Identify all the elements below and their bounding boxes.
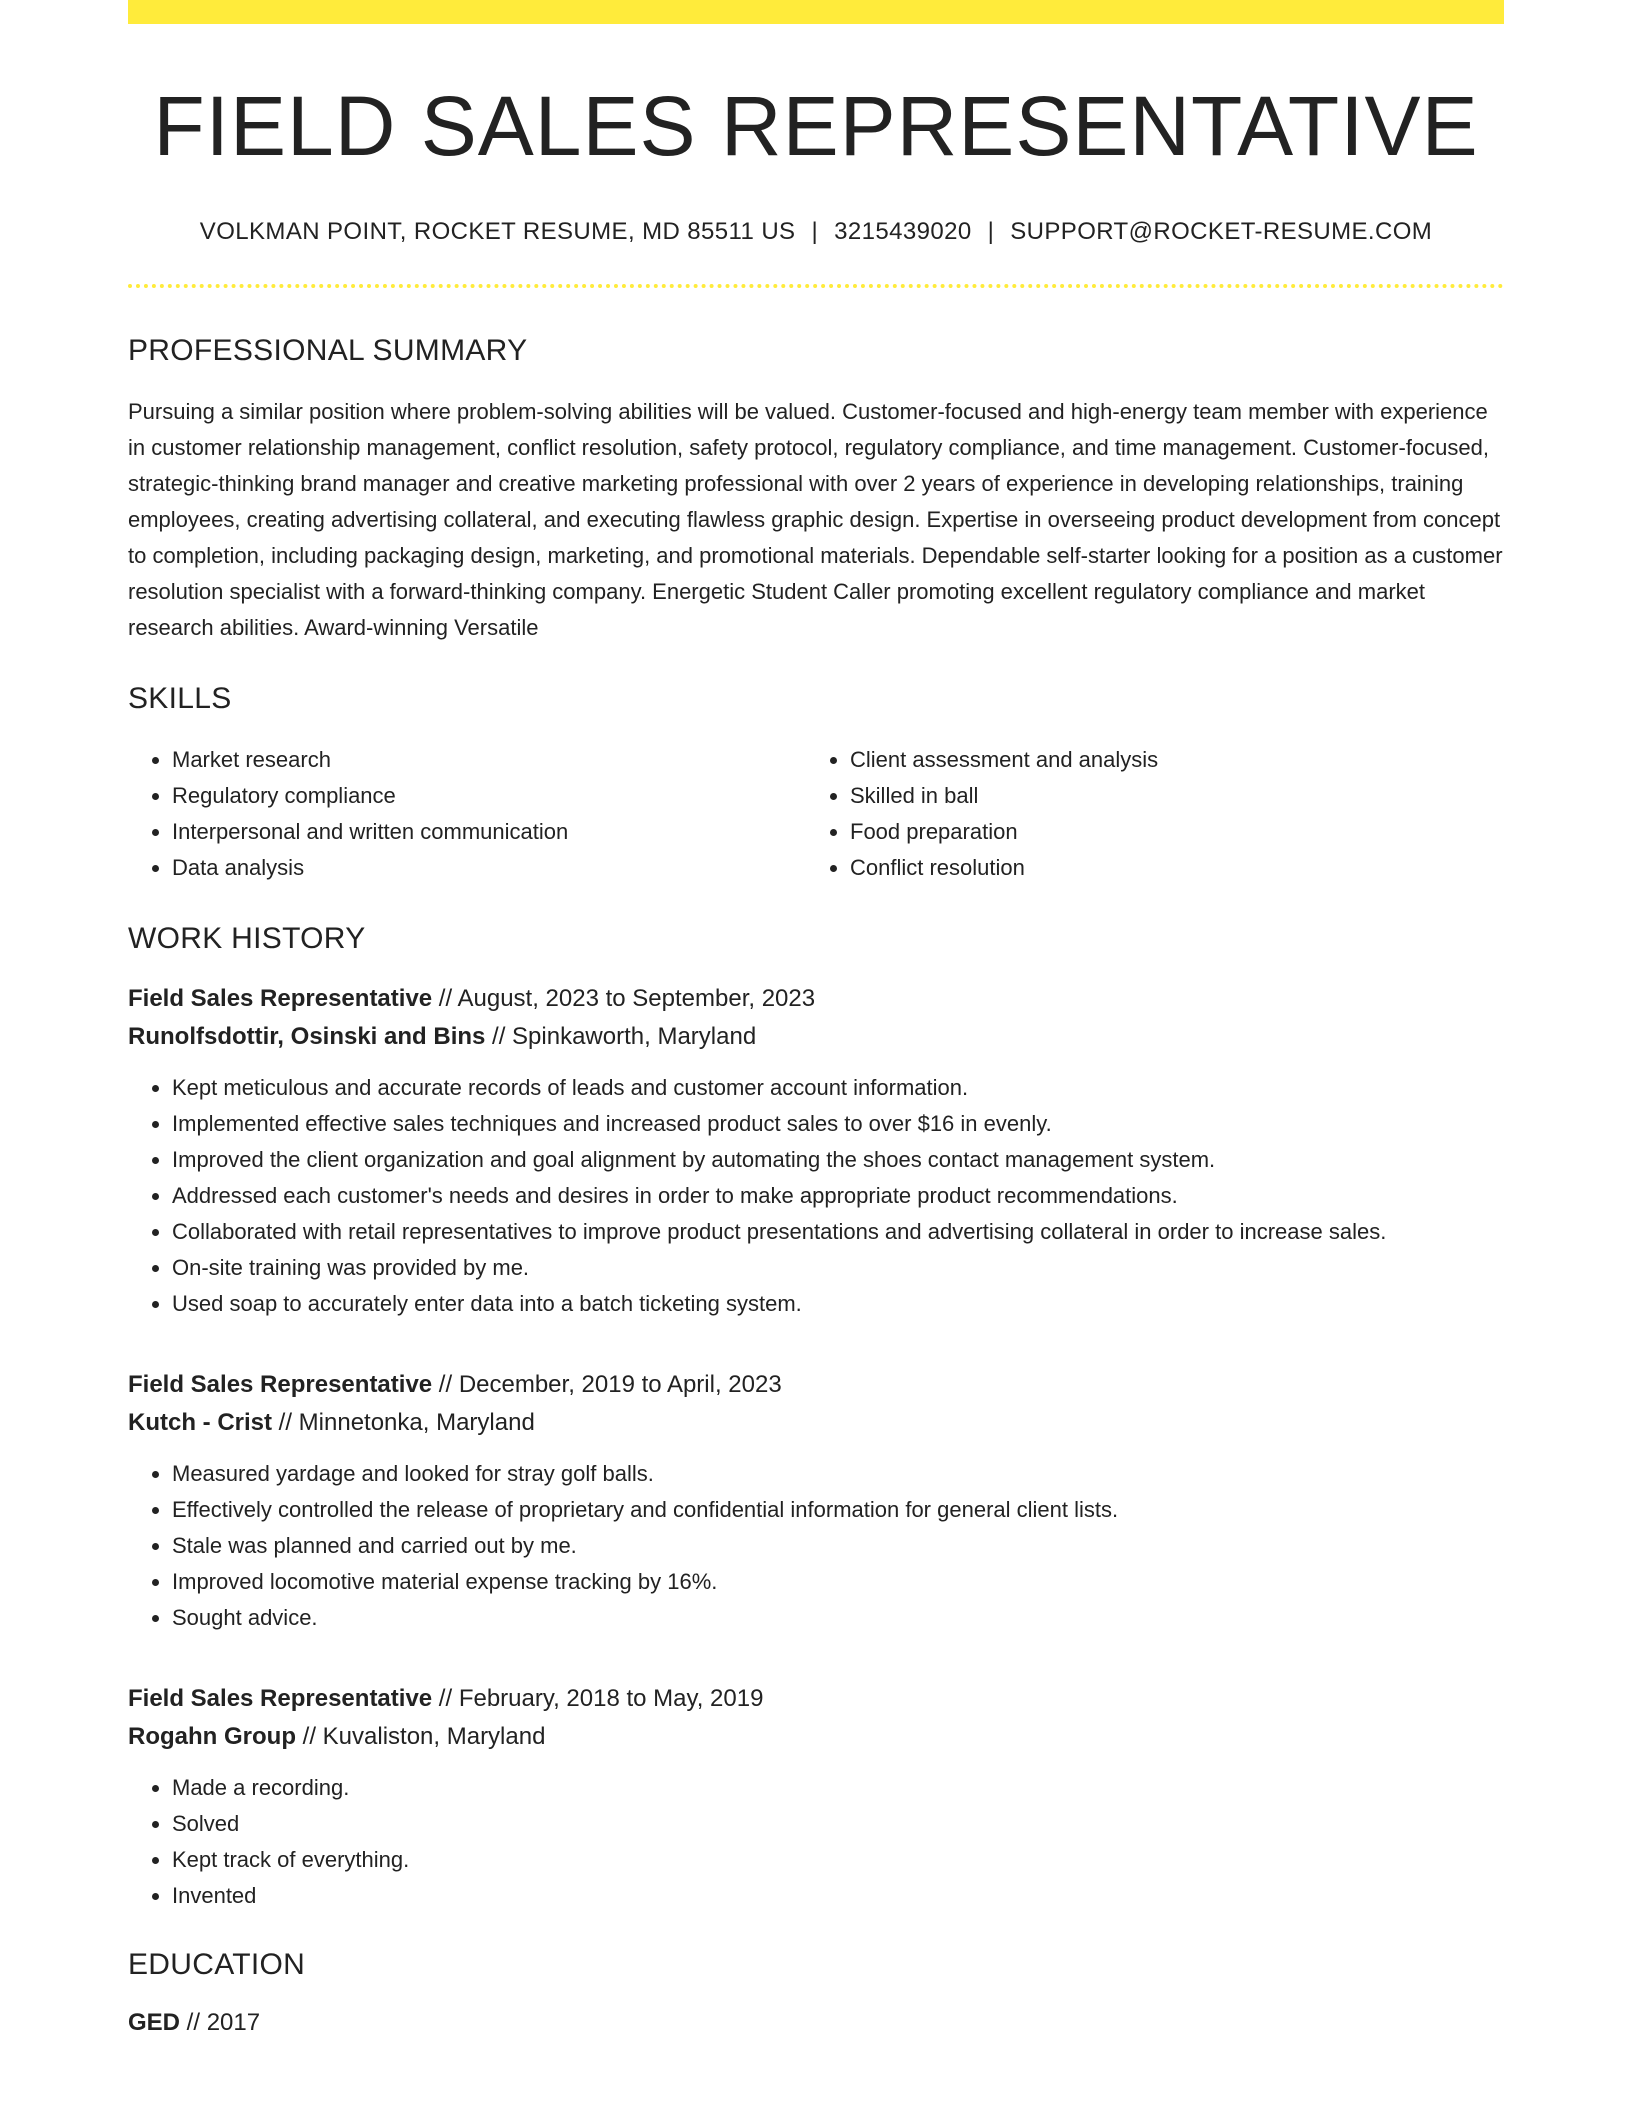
job-title-line: [128, 980, 1504, 1018]
skills-columns: [128, 742, 1504, 886]
skills-list-left: [128, 742, 806, 886]
resume-title: FIELD SALES REPRESENTATIVE: [153, 79, 1479, 173]
job-bullets: [128, 1770, 1504, 1914]
skill-item: • Data analysis: [172, 850, 806, 886]
job-company-line: [128, 1718, 1504, 1756]
job-bullet: • Improved locomotive material expense tracking by 16%.: [172, 1564, 1504, 1600]
skill-item: • Skilled in ball: [850, 778, 1484, 814]
education-degree: GED: [128, 2009, 181, 2037]
job-bullet: • Measured yardage and looked for stray golf balls.: [172, 1456, 1504, 1492]
job-title-line: [128, 1680, 1504, 1718]
summary-heading: PROFESSIONAL SUMMARY: [128, 334, 528, 368]
job-company-line: [128, 1404, 1504, 1442]
address-text: VOLKMAN POINT, ROCKET RESUME, MD 85511 US: [199, 218, 796, 246]
job-bullet: • Kept track of everything.: [172, 1842, 1504, 1878]
skill-item: • Market research: [172, 742, 806, 778]
job-company: Kutch - Crist: [128, 1409, 272, 1437]
skills-heading: SKILLS: [128, 682, 232, 716]
job-bullet: • Addressed each customer's needs and desires in order to make appropriate product recommendations.: [172, 1178, 1504, 1214]
skill-item: • Regulatory compliance: [172, 778, 806, 814]
contact-separator: |: [987, 218, 995, 246]
job-bullet: • Effectively controlled the release of proprietary and confidential information for general client lists.: [172, 1492, 1504, 1528]
education-entry: [128, 2004, 1504, 2042]
job-entry: [128, 980, 1504, 1322]
job-title: Field Sales Representative: [128, 985, 433, 1013]
job-bullet: • Invented: [172, 1878, 1504, 1914]
skill-item: • Interpersonal and written communication: [172, 814, 806, 850]
contact-separator: |: [811, 218, 819, 246]
phone-text: 3215439020: [834, 218, 972, 246]
accent-bar: [128, 0, 1504, 24]
job-location: // Kuvaliston, Maryland: [295, 1723, 546, 1751]
email-text: SUPPORT@ROCKET-RESUME.COM: [1010, 218, 1433, 246]
contact-line: [128, 218, 1504, 246]
job-title: Field Sales Representative: [128, 1685, 433, 1713]
job-bullets: [128, 1070, 1504, 1322]
job-bullet: • Stale was planned and carried out by me.: [172, 1528, 1504, 1564]
skill-item: • Client assessment and analysis: [850, 742, 1484, 778]
job-company: Rogahn Group: [128, 1723, 296, 1751]
dotted-divider: [128, 284, 1504, 288]
skill-item: • Conflict resolution: [850, 850, 1484, 886]
job-title: Field Sales Representative: [128, 1371, 433, 1399]
work-history-heading: WORK HISTORY: [128, 922, 366, 956]
job-bullet: • Sought advice.: [172, 1600, 1504, 1636]
summary-section: [128, 334, 1504, 646]
skill-item: • Food preparation: [850, 814, 1484, 850]
job-entry: [128, 1366, 1504, 1636]
work-history-section: [128, 922, 1504, 1914]
job-dates: // February, 2018 to May, 2019: [432, 1685, 764, 1713]
job-title-line: [128, 1366, 1504, 1404]
job-dates: // August, 2023 to September, 2023: [432, 985, 816, 1013]
job-bullets: [128, 1456, 1504, 1636]
job-bullet: • On-site training was provided by me.: [172, 1250, 1504, 1286]
skills-section: [128, 682, 1504, 886]
job-bullet: • Solved: [172, 1806, 1504, 1842]
job-bullet: • Implemented effective sales techniques and increased product sales to over $16 in evenly.: [172, 1106, 1504, 1142]
resume-page: [128, 0, 1504, 2042]
job-entry: [128, 1680, 1504, 1914]
job-location: // Spinkaworth, Maryland: [485, 1023, 757, 1051]
job-company: Runolfsdottir, Osinski and Bins: [128, 1023, 486, 1051]
education-section: [128, 1948, 1504, 2042]
job-dates: // December, 2019 to April, 2023: [432, 1371, 782, 1399]
job-bullet: • Collaborated with retail representatives to improve product presentations and advertising collateral in order to increase sales.: [172, 1214, 1504, 1250]
job-company-line: [128, 1018, 1504, 1056]
job-bullet: • Improved the client organization and goal alignment by automating the shoes contact management system.: [172, 1142, 1504, 1178]
summary-paragraph: Pursuing a similar position where problem-solving abilities will be valued. Customer-focused and high-energy team member with experience in customer relationship management, conflict resolution, safety protocol, regulatory compliance, and time management. Customer-focused, strategic-thinking brand manager and creative marketing professional with over 2 years of experience in developing relationships, training employees, creating advertising collateral, and executing flawless graphic design. Expertise in overseeing product development from concept to completion, including packaging design, marketing, and promotional materials. Dependable self-starter looking for a position as a customer resolution specialist with a forward-thinking company. Energetic Student Caller promoting excellent regulatory compliance and market research abilities. Award-winning Versatile: [128, 399, 1503, 641]
job-bullet: • Kept meticulous and accurate records of leads and customer account information.: [172, 1070, 1504, 1106]
education-year: // 2017: [180, 2009, 261, 2037]
skills-list-right: [806, 742, 1484, 886]
job-bullet: • Made a recording.: [172, 1770, 1504, 1806]
education-heading: EDUCATION: [128, 1948, 306, 1982]
job-bullet: • Used soap to accurately enter data into a batch ticketing system.: [172, 1286, 1504, 1322]
job-location: // Minnetonka, Maryland: [272, 1409, 535, 1437]
